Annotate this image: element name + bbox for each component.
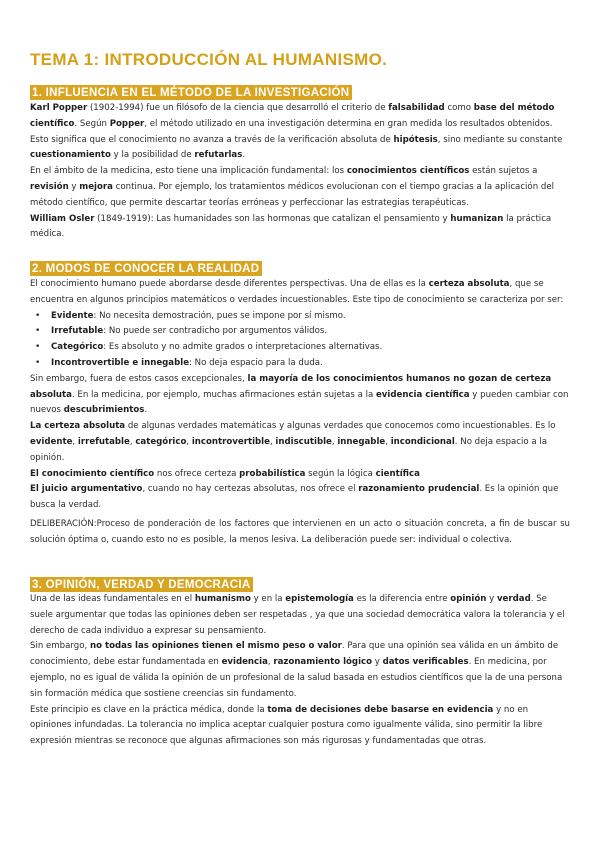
certeza-list (30, 309, 570, 372)
page-title: TEMA 1: INTRODUCCIÓN AL HUMANISMO. (30, 50, 388, 69)
section-2-body (30, 277, 570, 514)
s2-paragraph-5: El juicio argumentativo, cuando no hay certezas absolutas, nos ofrece el razonamiento prudencial. Es la opinión que busca la verdad. (30, 484, 559, 511)
s2-paragraph-4: El conocimiento científico nos ofrece certeza probabilística según la lógica científica (30, 468, 420, 479)
section-3-body (30, 592, 570, 750)
s2-paragraph-3: La certeza absoluta de algunas verdades matemáticas y algunas verdades que conocemos como incuestionables. Es lo evidente, irrefutable, categórico, incontrovertible, indiscutible, innegable, incondicional. No deja espacio a la opinión. (30, 421, 556, 463)
bullet-icon: • (35, 310, 41, 321)
list-item: • Evidente: No necesita demostración, pues se impone por sí mismo. (30, 309, 570, 325)
s1-paragraph-1: Karl Popper (1902-1994) fue un filósofo de la ciencia que desarrolló el criterio de falsabilidad como base del método científico. Según Popper, el método utilizado en una investigación determina en gran medida los resultados obtenidos. Esto significa que el conocimiento no avanza a través de la verificación absoluta de hipótesis, sino mediante su constante cuestionamiento y la posibilidad de refutarlas. (30, 103, 563, 161)
s3-paragraph-2: Sin embargo, no todas las opiniones tienen el mismo peso o valor. Para que una opinión sea válida en un ámbito de conocimiento, debe estar fundamentada en evidencia, razonamiento lógico y datos verificables. En medicina, por ejemplo, no es igual de válida la opinión de un profesional de la salud basada en estudios científicos que la de una persona sin formación médica que sostiene creencias sin fundamento. (30, 641, 563, 699)
s3-paragraph-3: Este principio es clave en la práctica médica, donde la toma de decisiones debe basarse en evidencia y no en opiniones infundadas. La tolerancia no implica aceptar cualquier postura como igualmente válida, sino permitir la libre expresión mientras se reconoce que algunas afirmaciones son más rigurosas y fundamentadas que otras. (30, 704, 543, 747)
s2-paragraph-6: DELIBERACIÓN:Proceso de ponderación de los factores que intervienen en un acto o situación concreta, a fin de buscar su solución óptima o, cuando esto no es posible, la menos lesiva. La deliberación puede ser: individual o colectiva. (30, 519, 570, 545)
section-3-heading: 3. OPINIÓN, VERDAD Y DEMOCRACIA (30, 577, 253, 592)
deliberacion-definition (30, 517, 570, 549)
section-1-body (30, 101, 570, 243)
s2-paragraph-2: Sin embargo, fuera de estos casos excepcionales, la mayoría de los conocimientos humanos no gozan de certeza absoluta. En la medicina, por ejemplo, muchas afirmaciones están sujetas a la evidencia científica y pueden cambiar con nuevos descubrimientos. (30, 373, 569, 416)
list-item: • Incontrovertible e innegable: No deja espacio para la duda. (30, 356, 570, 372)
bullet-icon: • (35, 357, 41, 368)
s2-paragraph-1: El conocimiento humano puede abordarse desde diferentes perspectivas. Una de ellas es la certeza absoluta, que se encuentra en algunos principios matemáticos o verdades incuestionables. Este tipo de conocimiento se caracteriza por ser: (30, 279, 564, 305)
bullet-icon: • (35, 342, 41, 353)
bullet-icon: • (35, 326, 41, 337)
section-2-heading: 2. MODOS DE CONOCER LA REALIDAD (30, 261, 262, 276)
s1-paragraph-3: William Osler (1849-1919): Las humanidades son las hormonas que catalizan el pensamiento y humanizan la práctica médica. (30, 213, 552, 240)
s3-paragraph-1: Una de las ideas fundamentales en el humanismo y en la epistemología es la diferencia entre opinión y verdad. Se suele argumentar que todas las opiniones deben ser respetadas , ya que una sociedad democrática valora la tolerancia y el derecho de cada individuo a expresar su pensamiento. (30, 594, 565, 636)
list-item: • Irrefutable: No puede ser contradicho por argumentos válidos. (30, 324, 570, 340)
s1-paragraph-2: En el ámbito de la medicina, esto tiene una implicación fundamental: los conocimientos científicos están sujetos a revisión y mejora continua. Por ejemplo, los tratamientos médicos evolucionan con el tiempo gracias a la aplicación del método científico, que permite descartar teorías erróneas y perfeccionar las estrategias terapéuticas. (30, 166, 555, 208)
list-item: • Categórico: Es absoluto y no admite grados o interpretaciones alternativas. (30, 340, 570, 356)
section-1-heading: 1. INFLUENCIA EN EL MÉTODO DE LA INVESTIGACIÓN (30, 85, 352, 100)
